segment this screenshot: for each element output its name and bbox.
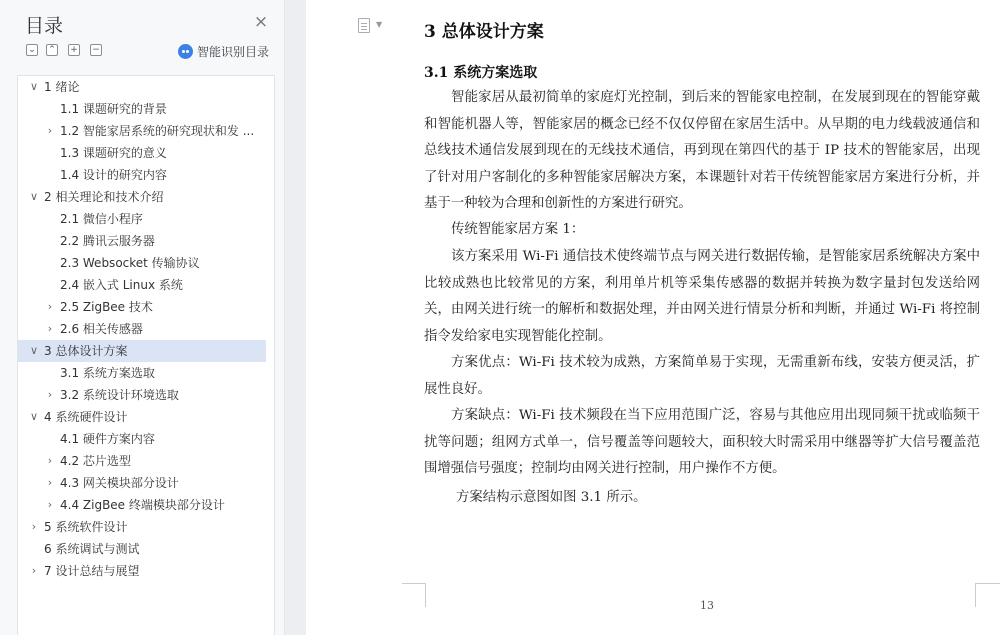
toc-item[interactable] [18, 98, 274, 120]
chapter-heading: 3 总体设计方案 [424, 22, 544, 42]
toc-caret-icon[interactable]: › [47, 388, 53, 401]
toc-caret-icon [45, 230, 55, 252]
toc-item-label: 2.4 嵌入式 Linux 系统 [60, 278, 183, 292]
toc-item[interactable] [18, 560, 274, 582]
toc-item-label: 1 绪论 [44, 80, 80, 94]
toc-caret-icon[interactable]: ∨ [29, 410, 39, 423]
toc-item[interactable] [18, 428, 274, 450]
smart-recognize-label: 智能识别目录 [197, 44, 270, 59]
toc-item[interactable] [18, 318, 274, 340]
toc-item-label: 6 系统调试与测试 [44, 542, 140, 556]
toc-caret-icon [45, 274, 55, 296]
toc-item-label: 1.2 智能家居系统的研究现状和发 ... [60, 124, 255, 138]
toc-item[interactable] [18, 76, 274, 98]
toc-item-active[interactable] [18, 340, 266, 362]
toc-item[interactable] [18, 186, 274, 208]
toc-item-label: 2.1 微信小程序 [60, 212, 143, 226]
toc-caret-icon [45, 98, 55, 120]
toc-caret-icon [45, 142, 55, 164]
toc-caret-icon[interactable]: › [47, 124, 53, 137]
page-number: 13 [700, 599, 714, 612]
toc-caret-icon[interactable]: › [47, 476, 53, 489]
toc-item[interactable] [18, 164, 274, 186]
toc-caret-icon [45, 164, 55, 186]
toc-caret-icon[interactable]: › [47, 498, 53, 511]
toc-panel [0, 0, 285, 635]
toc-item-label: 1.3 课题研究的意义 [60, 146, 167, 160]
expand-all-icon[interactable]: ⌃ [46, 44, 58, 56]
toc-item-label: 3.2 系统设计环境选取 [60, 388, 179, 402]
smart-recognize-button[interactable] [178, 43, 269, 59]
toc-item-label: 5 系统软件设计 [44, 520, 128, 534]
document-view-icon[interactable] [358, 18, 370, 33]
toc-item[interactable] [18, 120, 274, 142]
toc-caret-icon [45, 362, 55, 384]
toc-caret-icon[interactable]: ∨ [29, 190, 39, 203]
toc-caret-icon[interactable]: ∨ [29, 80, 39, 93]
toc-item[interactable] [18, 516, 274, 538]
toc-item[interactable] [18, 296, 274, 318]
section-heading: 3.1 系统方案选取 [424, 65, 538, 81]
page-corner-mark [402, 583, 426, 607]
ai-robot-icon [178, 44, 193, 59]
toc-item-label: 4.4 ZigBee 终端模块部分设计 [60, 498, 225, 512]
paragraph: 传统智能家居方案 1： [451, 222, 585, 237]
toc-caret-icon [45, 428, 55, 450]
collapse-all-icon[interactable]: ⌄ [26, 44, 38, 56]
toc-item[interactable] [18, 362, 274, 384]
paragraph: 方案缺点：Wi-Fi 技术频段在当下应用范围广泛，容易与其他应用出现同频干扰或临频干扰等问题；组网方式单一，信号覆盖等问题较大，面积较大时需采用中继器等扩大信号覆盖范围增强信号强度；控制均由网关进行控制，用户操作不方便。 [424, 408, 980, 476]
toc-item-label: 2.2 腾讯云服务器 [60, 234, 155, 248]
toc-caret-icon[interactable]: › [47, 454, 53, 467]
toc-item-label: 7 设计总结与展望 [44, 564, 140, 578]
toc-item-label: 3.1 系统方案选取 [60, 366, 155, 380]
toc-caret-icon [29, 538, 39, 560]
toc-caret-icon[interactable]: › [47, 322, 53, 335]
toc-item-label: 2.5 ZigBee 技术 [60, 300, 153, 314]
toc-item-label: 1.1 课题研究的背景 [60, 102, 167, 116]
toc-item[interactable] [18, 384, 274, 406]
paragraph: 方案优点：Wi-Fi 技术较为成熟，方案简单易于实现，无需重新布线，安装方便灵活，扩展性良好。 [424, 355, 980, 397]
toc-item-label: 4.2 芯片选型 [60, 454, 131, 468]
toc-caret-icon[interactable]: ∨ [29, 344, 39, 357]
add-heading-icon[interactable]: + [68, 44, 80, 56]
toc-item[interactable] [18, 142, 274, 164]
toc-caret-icon [45, 208, 55, 230]
chevron-down-icon[interactable]: ▼ [376, 20, 383, 29]
toc-item-label: 1.4 设计的研究内容 [60, 168, 167, 182]
toc-caret-icon[interactable]: › [31, 564, 37, 577]
toc-item[interactable] [18, 472, 274, 494]
toc-title: 目录 [25, 15, 64, 37]
toc-caret-icon[interactable]: › [31, 520, 37, 533]
toc-item-label: 4.3 网关模块部分设计 [60, 476, 179, 490]
paragraph: 方案结构示意图如图 3.1 所示。 [456, 490, 647, 505]
toc-item[interactable] [18, 494, 274, 516]
page-corner-mark [975, 583, 999, 607]
toc-item-label: 3 总体设计方案 [44, 344, 128, 358]
toc-item[interactable] [18, 274, 274, 296]
toc-item-label: 4 系统硬件设计 [44, 410, 128, 424]
toc-caret-icon [45, 252, 55, 274]
toc-item[interactable] [18, 538, 274, 560]
paragraph: 智能家居从最初简单的家庭灯光控制，到后来的智能家电控制，在发展到现在的智能穿戴和智能机器人等，智能家居的概念已经不仅仅停留在家居生活中。从早期的电力线载波通信和总线技术通信发展到现在的无线技术通信，再到现在第四代的基于 IP 技术的智能家居，出现了针对用户客制化的多种智能家居解决方案，本课题针对若干传统智能家居方案进行分析，并基于一种较为合理和创新性的方案进行研究。 [424, 90, 980, 211]
paragraph: 该方案采用 Wi-Fi 通信技术使终端节点与网关进行数据传输，是智能家居系统解决方案中比较成熟也比较常见的方案，利用单片机等采集传感器的数据并转换为数字量封包发送给网关，由网关进行统一的解析和数据处理，并由网关进行情景分析和判断，并通过 Wi-Fi 将控制指令发给家电实现智能化控制。 [424, 249, 980, 344]
toc-item-label: 4.1 硬件方案内容 [60, 432, 155, 446]
toc-item-label: 2.3 Websocket 传输协议 [60, 256, 200, 270]
toc-item[interactable] [18, 208, 274, 230]
toc-item[interactable] [18, 450, 274, 472]
toc-item[interactable] [18, 230, 274, 252]
toc-item[interactable] [18, 406, 274, 428]
toc-item-label: 2 相关理论和技术介绍 [44, 190, 164, 204]
close-icon[interactable]: × [253, 12, 269, 32]
toc-item[interactable] [18, 252, 274, 274]
toc-list [17, 75, 275, 635]
remove-heading-icon[interactable]: − [90, 44, 102, 56]
toc-item-label: 2.6 相关传感器 [60, 322, 143, 336]
toc-caret-icon[interactable]: › [47, 300, 53, 313]
